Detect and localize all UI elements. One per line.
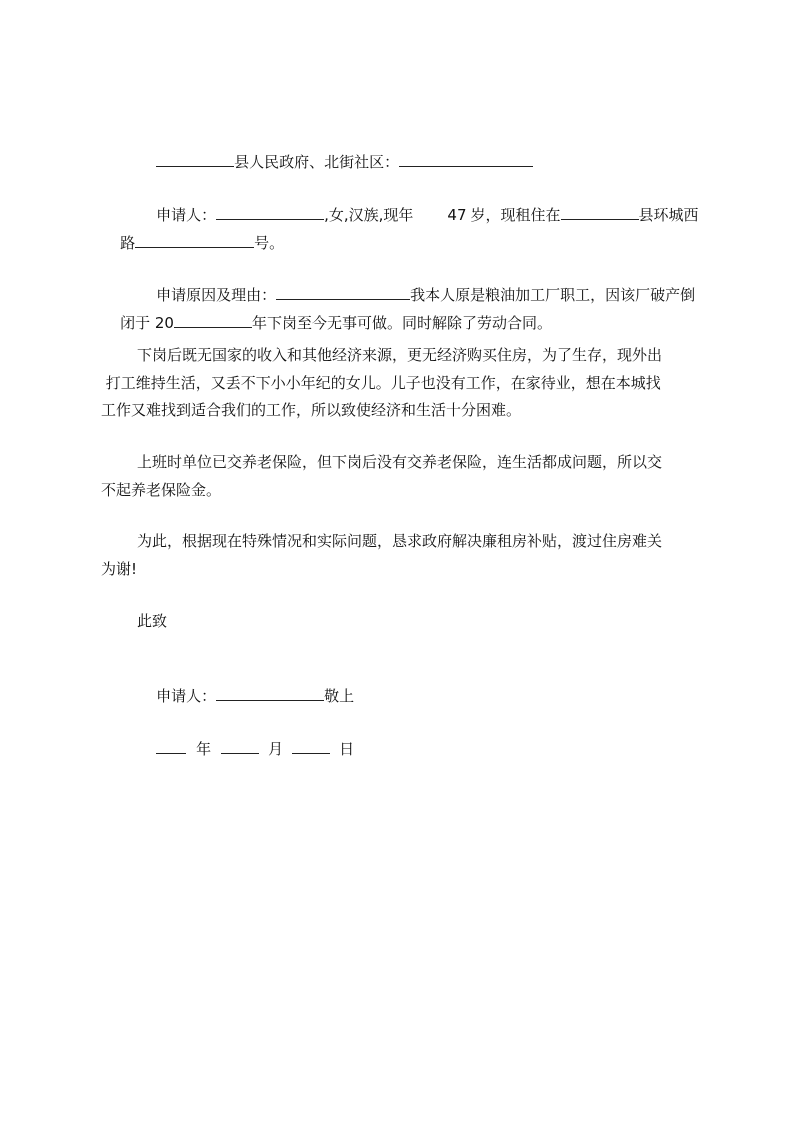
addressee-blank — [399, 151, 533, 167]
income-para-line-1: 下岗后既无国家的收入和其他经济来源，更无经济购买住房，为了生存，现外出 — [137, 346, 663, 364]
signature-label: 申请人： — [156, 687, 217, 705]
year-blank — [174, 312, 252, 328]
reason-text-2: 年下岗至今无事可做。同时解除了劳动合同。 — [251, 314, 552, 332]
day-label: 日 — [339, 740, 355, 758]
applicant-label: 申请人： — [156, 206, 217, 224]
reason-label: 申请原因及理由： — [156, 286, 277, 304]
date-line — [137, 718, 354, 779]
signature-blank — [216, 685, 324, 701]
reason-line-2 — [101, 292, 552, 353]
pension-para-line-1: 上班时单位已交养老保险，但下岗后没有交养老保险，连生活都成问题，所以交 — [137, 453, 663, 471]
residence-text: 岁，现租住在 — [470, 206, 561, 224]
year-label: 年 — [196, 740, 212, 758]
year-field-blank — [156, 738, 186, 754]
month-field-blank — [221, 738, 259, 754]
year-prefix-text: 闭于 20 — [120, 314, 174, 332]
request-para-line-2: 为谢! — [101, 560, 138, 578]
age-value: 47 — [447, 206, 467, 224]
road-prefix-text: 路 — [120, 234, 136, 252]
income-para-line-2: 打工维持生活，又丢不下小小年纪的女儿。儿子也没有工作，在家待业，想在本城找 — [101, 374, 661, 392]
house-number-blank — [135, 232, 254, 248]
gender-ethnicity-text: ,女,汉族,现年 — [324, 206, 414, 224]
day-field-blank — [292, 738, 330, 754]
signature-suffix: 敬上 — [324, 687, 355, 705]
salutation: 此致 — [137, 612, 168, 630]
signature-line — [137, 665, 354, 726]
month-label: 月 — [268, 740, 284, 758]
county-blank — [156, 151, 234, 167]
request-para-line-1: 为此，根据现在特殊情况和实际问题，恳求政府解决廉租房补贴，渡过住房难关 — [137, 532, 663, 550]
income-para-line-3: 工作又难找到适合我们的工作，所以致使经济和生活十分困难。 — [101, 401, 522, 419]
addressee-line — [137, 131, 533, 192]
number-suffix-text: 号。 — [254, 234, 285, 252]
county-road-text: 县环城西 — [638, 206, 699, 224]
addressee-text: 县人民政府、北街社区： — [234, 153, 400, 171]
county-name-blank — [561, 204, 639, 220]
reason-text-1: 我本人原是粮油加工厂职工，因该厂破产倒 — [410, 286, 696, 304]
pension-para-line-2: 不起养老保险金。 — [101, 481, 222, 499]
